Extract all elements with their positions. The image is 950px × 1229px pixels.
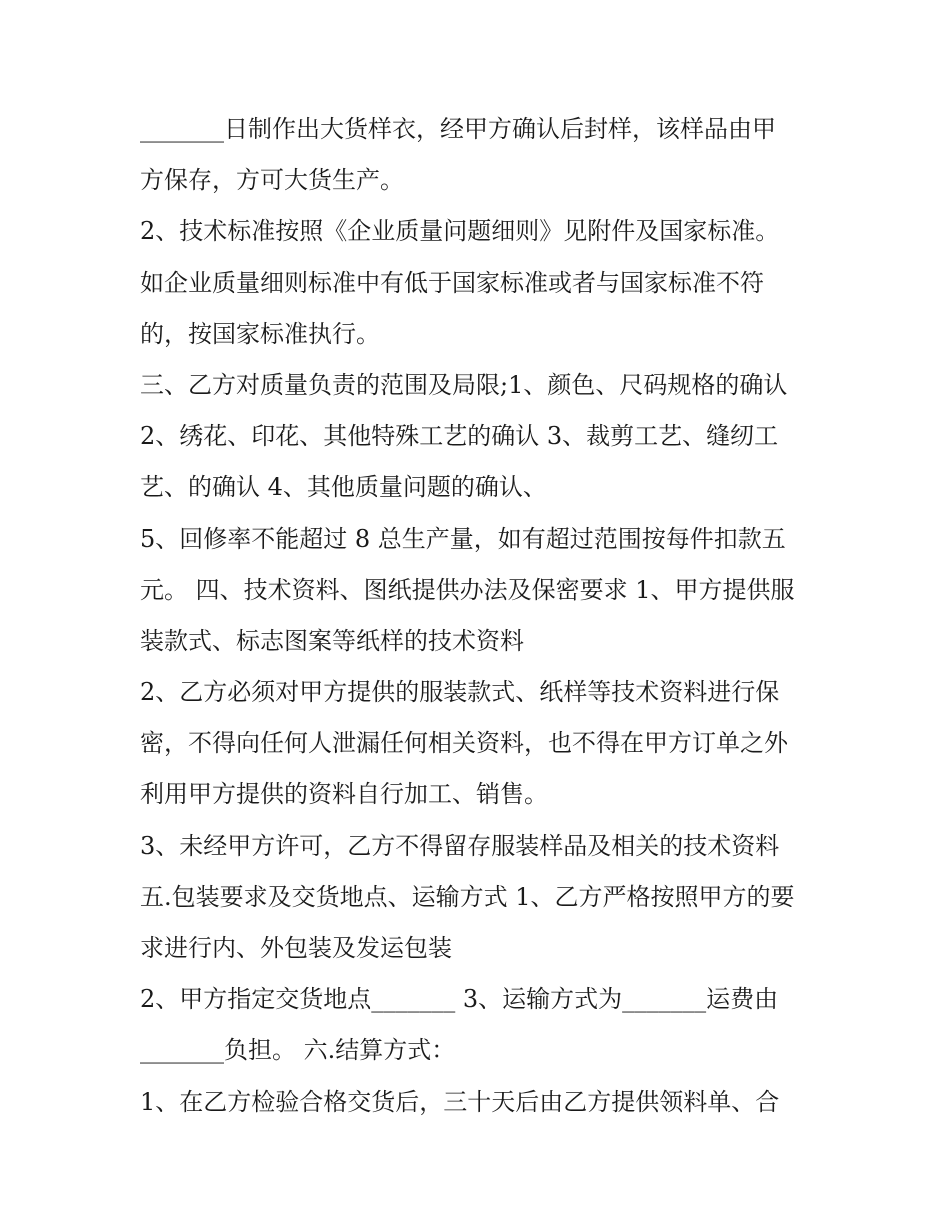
text-line: 3、未经甲方许可，乙方不得留存服装样品及相关的技术资料 (140, 831, 780, 860)
text-line: 2、甲方指定交货地点_______ 3、运输方式为_______运费由 (140, 985, 779, 1014)
contract-text (140, 104, 830, 1128)
text-line: 方保存，方可大货生产。 (140, 166, 404, 195)
text-line: _______负担。 六.结算方式： (140, 1036, 456, 1065)
text-line: 2、绣花、印花、其他特殊工艺的确认 3、裁剪工艺、缝纫工 (140, 422, 779, 451)
text-line: 求进行内、外包装及发运包装 (140, 934, 452, 962)
text-line: 三、乙方对质量负责的范围及局限;1、颜色、尺码规格的确认 (140, 370, 788, 399)
text-line: 2、技术标准按照《企业质量问题细则》见附件及国家标准。 (140, 217, 780, 246)
text-line: 密，不得向任何人泄漏任何相关资料，也不得在甲方订单之外 (140, 729, 788, 758)
text-line: _______日制作出大货样衣，经甲方确认后封样，该样品由甲 (140, 115, 776, 143)
text-line: 1、在乙方检验合格交货后，三十天后由乙方提供领料单、合 (140, 1087, 780, 1116)
text-line: 2、乙方必须对甲方提供的服装款式、纸样等技术资料进行保 (140, 678, 780, 707)
text-line: 5、回修率不能超过 8 总生产量，如有超过范围按每件扣款五 (140, 524, 786, 553)
text-line: 如企业质量细则标准中有低于国家标准或者与国家标准不符 (140, 268, 764, 297)
text-line: 的，按国家标准执行。 (140, 319, 380, 348)
text-line: 元。 四、技术资料、图纸提供办法及保密要求 1、甲方提供服 (140, 575, 795, 604)
text-line: 装款式、标志图案等纸样的技术资料 (140, 626, 524, 655)
text-line: 五.包装要求及交货地点、运输方式 1、乙方严格按照甲方的要 (140, 882, 795, 911)
text-line: 艺、的确认 4、其他质量问题的确认、 (140, 473, 547, 502)
text-line: 利用甲方提供的资料自行加工、销售。 (140, 780, 548, 809)
